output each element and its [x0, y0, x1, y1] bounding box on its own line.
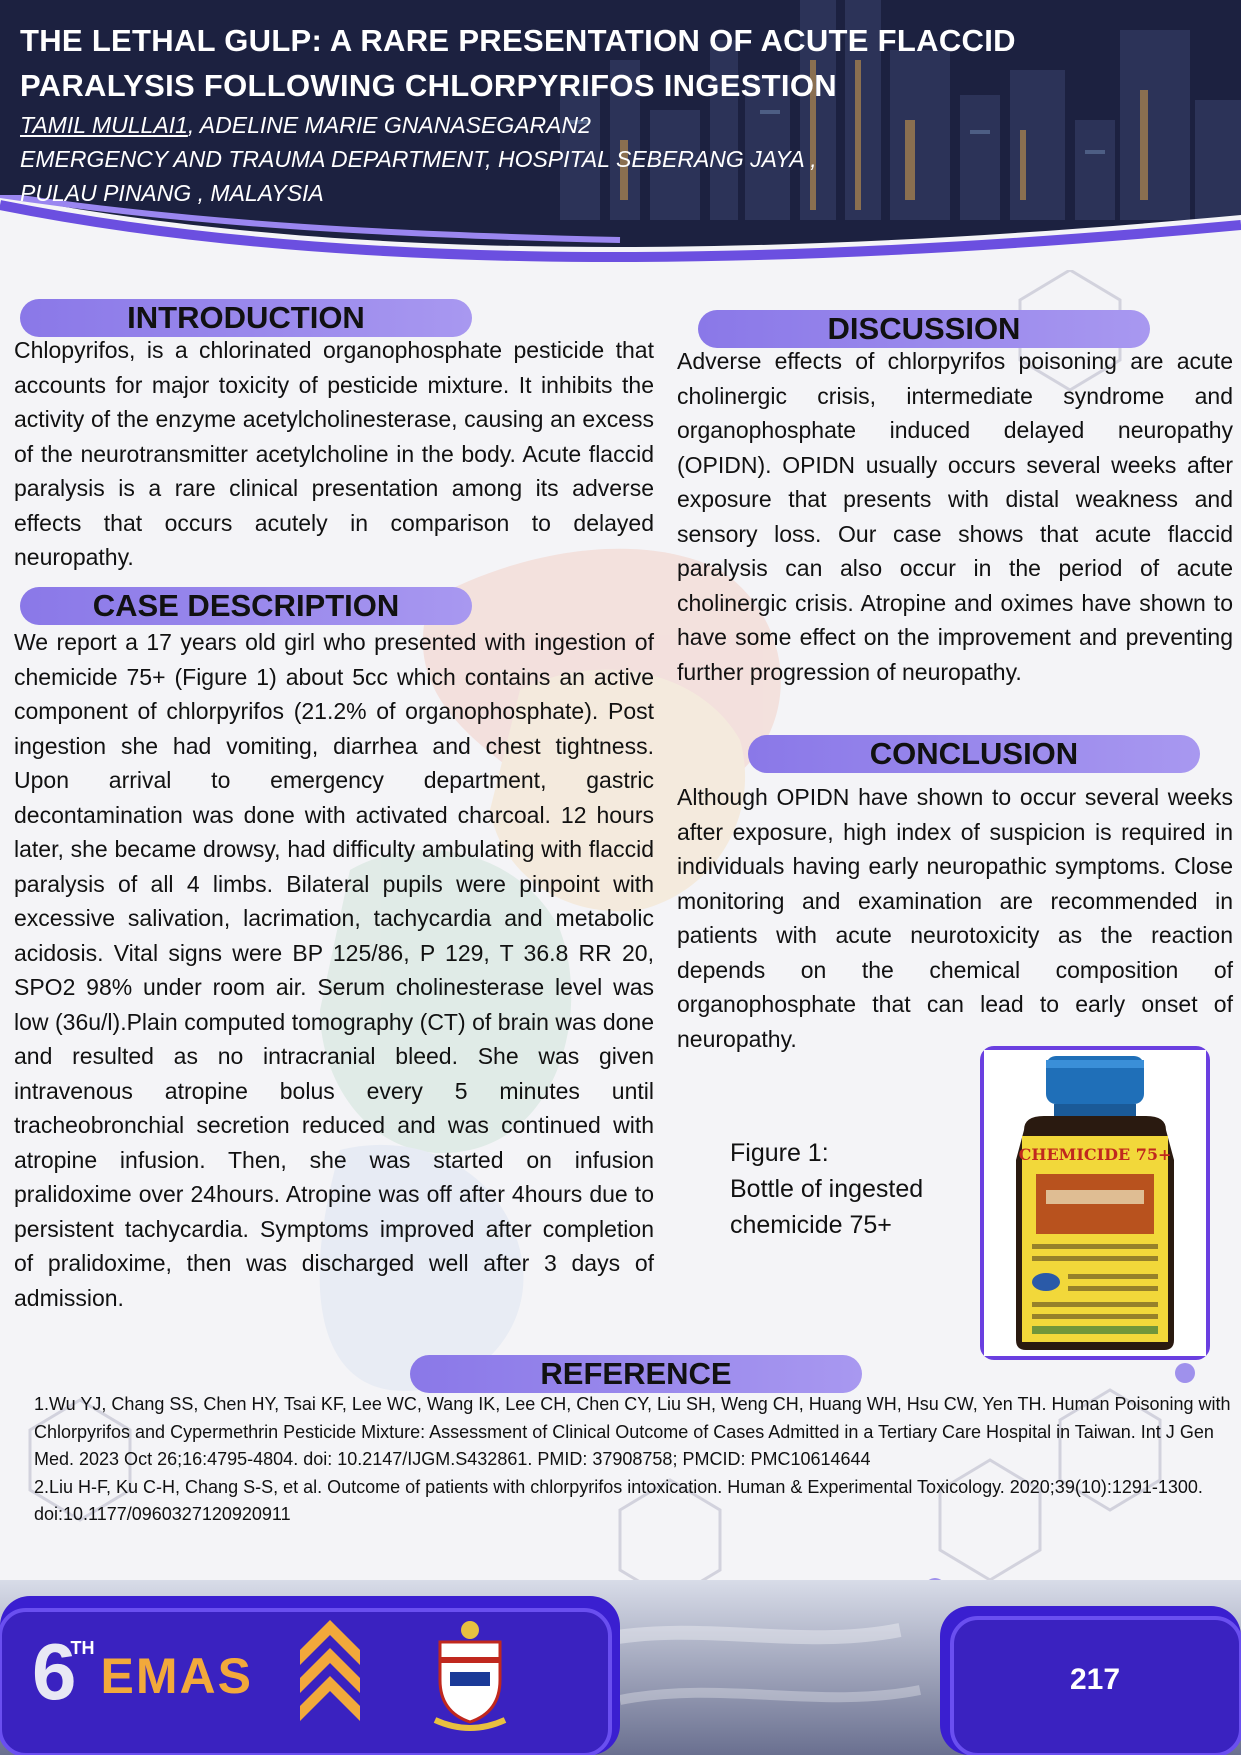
author-list: [20, 108, 1120, 142]
introduction-text: Chlopyrifos, is a chlorinated organophosphate pesticide that accounts for major toxicity of pesticide mixture. It inhibits the activity of the enzyme acetylcholinesterase, causing an excess of the neurotransmitter acetylcholine in the body. Acute flaccid paralysis is a rare clinical presentation among its adverse effects that occurs acutely in comparison to delayed neuropathy.: [14, 337, 654, 570]
emas-logo: 6TH EMAS: [32, 1627, 253, 1716]
affiliation: EMERGENCY AND TRAUMA DEPARTMENT, HOSPITAL SEBERANG JAYA , PULAU PINANG , MALAYSIA: [20, 146, 817, 206]
section-heading-discussion: DISCUSSION: [698, 310, 1150, 348]
page-number: 217: [1069, 1663, 1121, 1696]
poster-title: THE LETHAL GULP: A RARE PRESENTATION OF ACUTE FLACCID PARALYSIS FOLLOWING CHLORPYRIFOS INGESTION: [20, 23, 1016, 103]
section-heading-reference: REFERENCE: [410, 1355, 862, 1393]
header-text-block: [20, 18, 1120, 210]
bottle-label-text: CHEMICIDE 75+: [1018, 1145, 1172, 1164]
reference-item: 2.Liu H-F, Ku C-H, Chang S-S, et al. Outcome of patients with chlorpyrifos intoxication. Human & Experimental Toxicology. 2020;39(10):1291-1300. doi:10.1177/0960327120920911: [34, 1476, 1203, 1524]
figure-chemicide-bottle: [980, 1046, 1210, 1360]
case-description-text: We report a 17 years old girl who presented with ingestion of chemicide 75+ (Figure 1) about 5cc which contains an active component of chlorpyrifos (21.2% of organophosphate). Post ingestion she had vomiting, diarrhea and chest tightness. Upon arrival to emergency department, gastric decontamination was done with activated charcoal. 12 hours later, she became drowsy, had difficulty ambulating with flaccid paralysis of all 4 limbs. Bilateral pupils were pinpoint with excessive salivation, lacrimation, tachycardia and metabolic acidosis. Vital signs were BP 125/86, P 129, T 36.8 RR 20, SPO2 98% under room air. Serum cholinesterase level was low (36u/l).Plain computed tomography (CT) of brain was done and resulted as no intracranial bleed. She was given intravenous atropine bolus every 5 minutes until tracheobronchial secretion reduced and was continued with atropine infusion. Then, she was started on infusion pralidoxime over 24hours. Atropine was off after 4hours due to persistent tachycardia. Symptoms improved after completion of pralidoxime, then was discharged well after 3 days of admission.: [14, 629, 654, 1311]
chemicide-bottle-image: [984, 1050, 1206, 1356]
section-heading-conclusion: CONCLUSION: [748, 735, 1200, 773]
author-primary: TAMIL MULLAI1: [20, 112, 188, 138]
author-secondary: , ADELINE MARIE GNANASEGARAN2: [187, 112, 591, 138]
conclusion-text: Although OPIDN have shown to occur several weeks after exposure, high index of suspicion is required in individuals having early neuropathic symptoms. Close monitoring and examination are recommended in patients with acute neurotoxicity as the reaction depends on the chemical composition of organophosphate that can lead to early onset of neuropathy.: [677, 784, 1233, 1052]
section-heading-case-description: CASE DESCRIPTION: [20, 587, 472, 625]
figure-caption: Figure 1: Bottle of ingested chemicide 75+: [730, 1139, 924, 1239]
reference-item: 1.Wu YJ, Chang SS, Chen HY, Tsai KF, Lee WC, Wang IK, Lee CH, Chen CY, Liu SH, Weng CH, Huang WH, Hsu CW, Yen TH. Human Poisoning with Chlorpyrifos and Cypermethrin Pesticide Mixture: Assessment of Clinical Outcome of Cases Admitted in a Tertiary Care Hospital in Taiwan. Int J Gen Med. 2023 Oct 26;16:4795-4804. doi: 10.2147/IJGM.S432861. PMID: 37908758; PMCID: PMC10614644: [34, 1394, 1231, 1469]
section-heading-introduction: INTRODUCTION: [20, 299, 472, 337]
reference-list: [34, 1391, 1234, 1529]
discussion-text: Adverse effects of chlorpyrifos poisoning are acute cholinergic crisis, intermediate syndrome and organophosphate induced delayed neuropathy (OPIDN). OPIDN usually occurs several weeks after exposure that presents with distal weakness and sensory loss. Our case shows that acute flaccid paralysis can also occur in the period of acute cholinergic crisis. Atropine and oximes have shown to have some effect on the improvement and preventing further progression of neuropathy.: [677, 348, 1233, 685]
header-banner: [0, 0, 1241, 270]
